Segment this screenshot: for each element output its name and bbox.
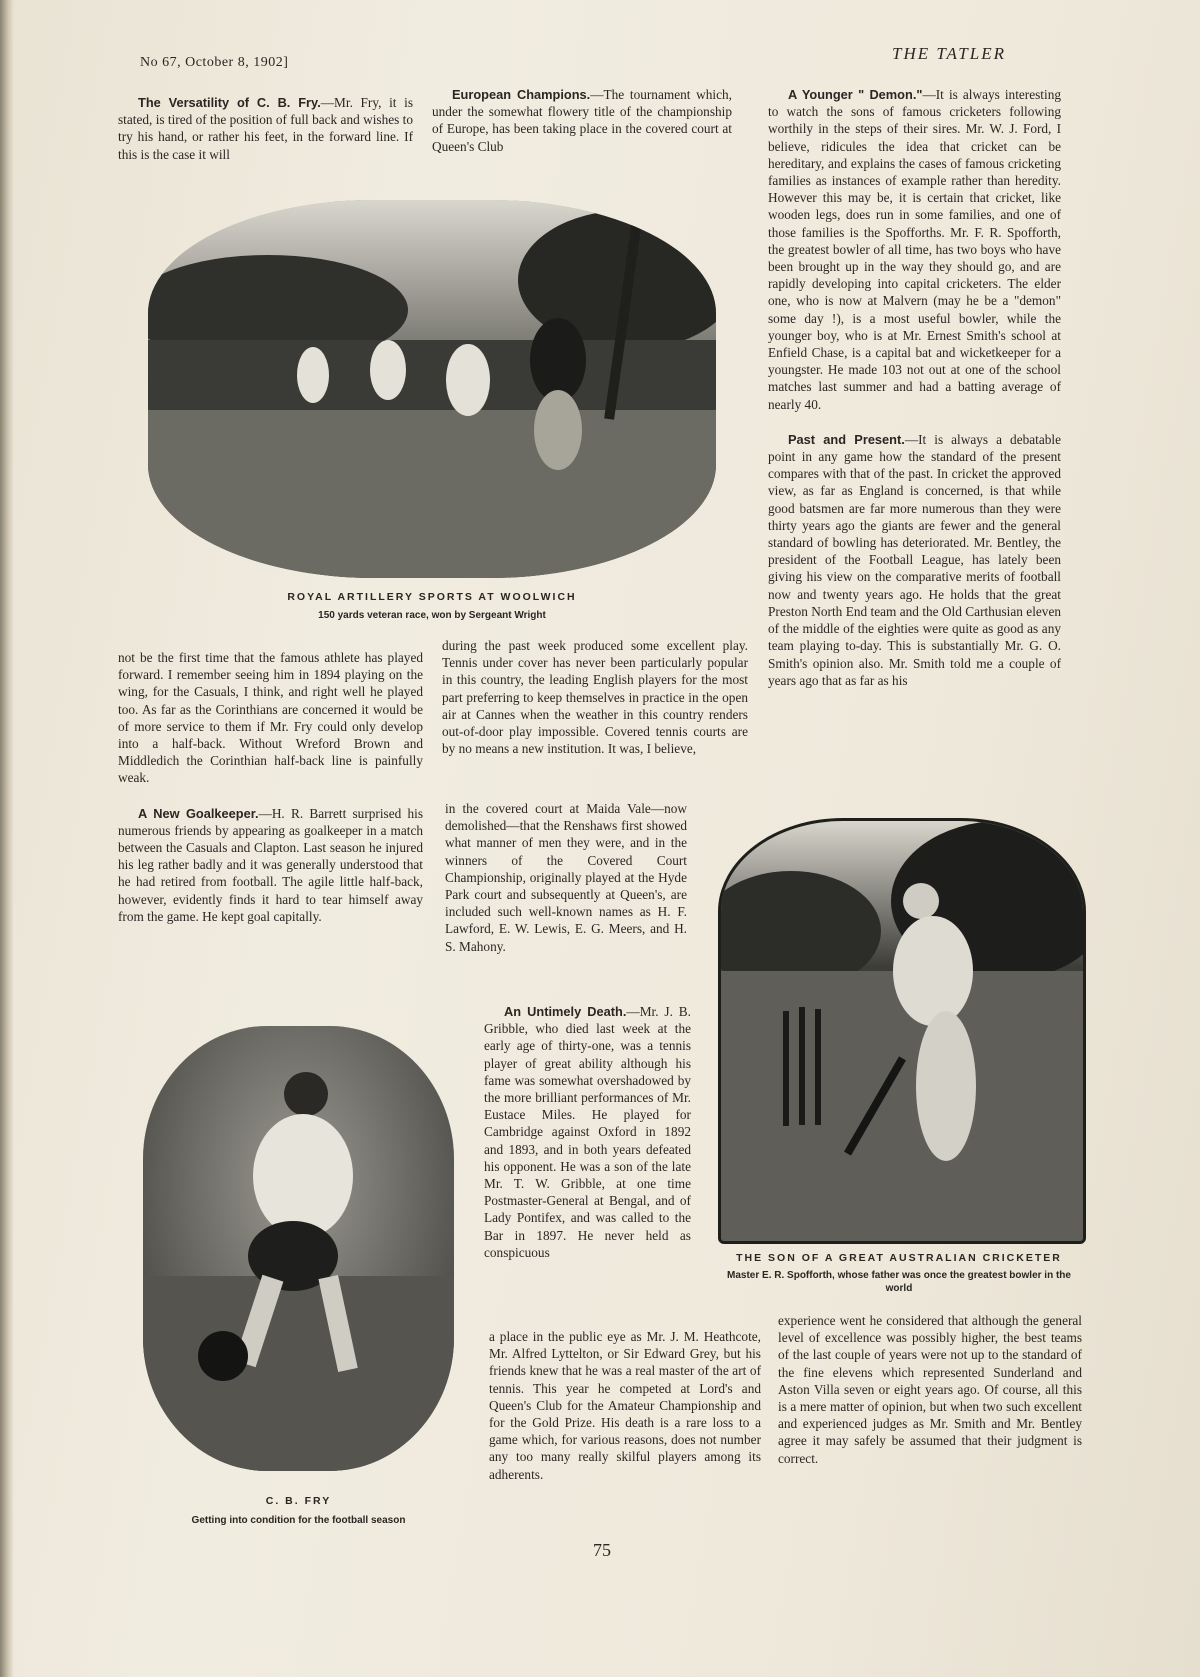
text-goalkeeper: —H. R. Barrett surprised his numerous friends by appearing as goalkeeper in a match between the Casuals and Clapton. Last season he injured his leg rather badly and it was generally understood that he had retired from football. The agile little half-back, however, evidently finds it hard to tear himself away from the game. He kept goal capitally. (118, 805, 423, 924)
article-european-top (432, 86, 732, 155)
text-versatility-1: —Mr. Fry, it is stated, is tired of the position of full back and wishes to try his hand, or rather his feet, in the forward line. If this is the case it will (118, 95, 413, 162)
heading-versatility: The Versatility of C. B. Fry. (138, 95, 321, 110)
page-binding-shadow (0, 0, 14, 1677)
caption-spofforth-sub: Master E. R. Spofforth, whose father was once the greatest bowler in the world (727, 1270, 1071, 1294)
text-past-1: —It is always a debatable point in any game how the standard of the present compares with that of the past. In cricket the approved view, as far as England is concerned, is that while good batsmen are far more numerous than they were thirty years ago the giants are fewer and the general standard of bowling has deteriorated. Mr. Bentley, the president of the Football League, has lately been giving his view on the comparative merits of football now and twenty years ago. He holds that the great Preston North End team and the Old Carthusian eleven of the middle of the eighties were quite as good as any team playing to-day. This is substantially Mr. G. O. Smith's opinion also. Mr. Smith told me a couple of years ago that as far as his (768, 431, 1061, 688)
heading-goalkeeper: A New Goalkeeper. (138, 805, 259, 821)
caption-artillery-sub: 150 yards veteran race, won by Sergeant Wright (318, 610, 546, 621)
photo-spofforth (718, 818, 1086, 1244)
text-european-1: —The tournament which, under the somewhat flowery title of the championship of Europe, has been taking place in the covered court at Queen's Club (432, 87, 732, 154)
text-demon: —It is always interesting to watch the sons of famous cricketers following worthily in the steps of their sires. Mr. W. J. Ford, I believe, ridicules the idea that cricket can be hereditary, and explains the cases of famous cricketing families as instances of example rather than heredity. However this may be, it is certain that cricket, like wooden legs, does run in some families, and one of those families is the Spofforths. Mr. F. R. Spofforth, the greatest bowler of all time, has two boys who have been brought up in the way they should go, and are rapidly developing into capital cricketers. The elder one, who is now at Malvern (may he be a "demon" some day !), is a most useful bowler, while the younger boy, who is at Mr. Ernest Smith's school at Enfield Chase, is a capital bat and wicketkeeper for a youngster. He made 103 not out at one of the school matches last summer and had a batting average of nearly 40. (768, 87, 1061, 412)
text-versatility-2: not be the first time that the famous athlete has played forward. I remember seeing him in 1894 playing on the wing, for the Casuals, I think, and right well he played too. As far as the Corinthians are concerned it would be of more service to them if Mr. Fry could only develop into a half-back. Without Wreford Brown and Middledich the Corinthian half-back line is painfully weak. (118, 650, 423, 786)
text-european-3: in the covered court at Maida Vale—now demolished—that the Renshaws first showed what manner of men they were, and in the winners of the Covered Court Championship, originally played at the Hyde Park court and subsequently at Queen's, are included such well-known names as H. F. Lawford, E. W. Lewis, E. G. Meers, and H. S. Mahony. (445, 801, 687, 954)
column-3-upper (768, 86, 1061, 689)
magazine-title: THE TATLER (892, 44, 1006, 63)
heading-past: Past and Present. (788, 431, 905, 447)
text-european-2: during the past week produced some excellent play. Tennis under cover has never been particularly popular in this country, the leading English players for the most part preferring to keep themselves in practice in the open air at Cannes when the weather in this country renders out-of-door play impossible. Covered tennis courts are by no means a new institution. It was, I believe, (442, 638, 748, 757)
photo-artillery-race (148, 200, 716, 578)
caption-artillery-title: ROYAL ARTILLERY SPORTS AT WOOLWICH (287, 591, 577, 603)
column-1-lower (118, 649, 423, 925)
article-untimely (484, 1003, 691, 1261)
text-untimely-1: —Mr. J. B. Gribble, who died last week at the early age of thirty-one, was a tennis player of great ability although his fame was somewhat overshadowed by the more brilliant performances of Mr. Eustace Miles. He played for Cambridge against Oxford in 1892 and 1893, and in both years defeated his opponent. He was a son of the late Mr. T. W. Gribble, at one time Postmaster-General at Bengal, and of Lady Pontifex, and was called to the Bar in 1897. He never held as conspicuous (484, 1004, 691, 1260)
caption-spofforth-title: THE SON OF A GREAT AUSTRALIAN CRICKETER (736, 1252, 1062, 1264)
page-number: 75 (593, 1540, 611, 1560)
article-versatility-top (118, 94, 413, 163)
caption-fry-sub: Getting into condition for the football season (191, 1515, 406, 1526)
text-past-2: experience went he considered that although the general level of excellence was possibly higher, the best teams of the last couple of years were not up to the standard of the fine elevens which represented Sunderland and Aston Villa seven or eight years ago. Of course, all this is a mere matter of opinion, but when two such excellent and experienced judges as Mr. Smith and Mr. Bentley agree it may safely be assumed that their judgment is correct. (778, 1313, 1082, 1466)
heading-demon: A Younger " Demon." (788, 87, 923, 102)
text-untimely-2: a place in the public eye as Mr. J. M. Heathcote, Mr. Alfred Lyttelton, or Sir Edward Grey, but his friends knew that he was a real master of the art of tennis. This year he competed at Lord's and Queen's Club for the Amateur Championship and for the Gold Prize. His death is a rare loss to a game which, for various reasons, does not number any too many really skilful players among its adherents. (489, 1329, 761, 1482)
heading-untimely: An Untimely Death. (504, 1004, 627, 1019)
issue-line: No 67, October 8, 1902] (140, 55, 289, 70)
photo-cb-fry (143, 1026, 454, 1471)
caption-fry-title: C. B. FRY (265, 1495, 332, 1507)
heading-european: European Champions. (452, 87, 591, 102)
